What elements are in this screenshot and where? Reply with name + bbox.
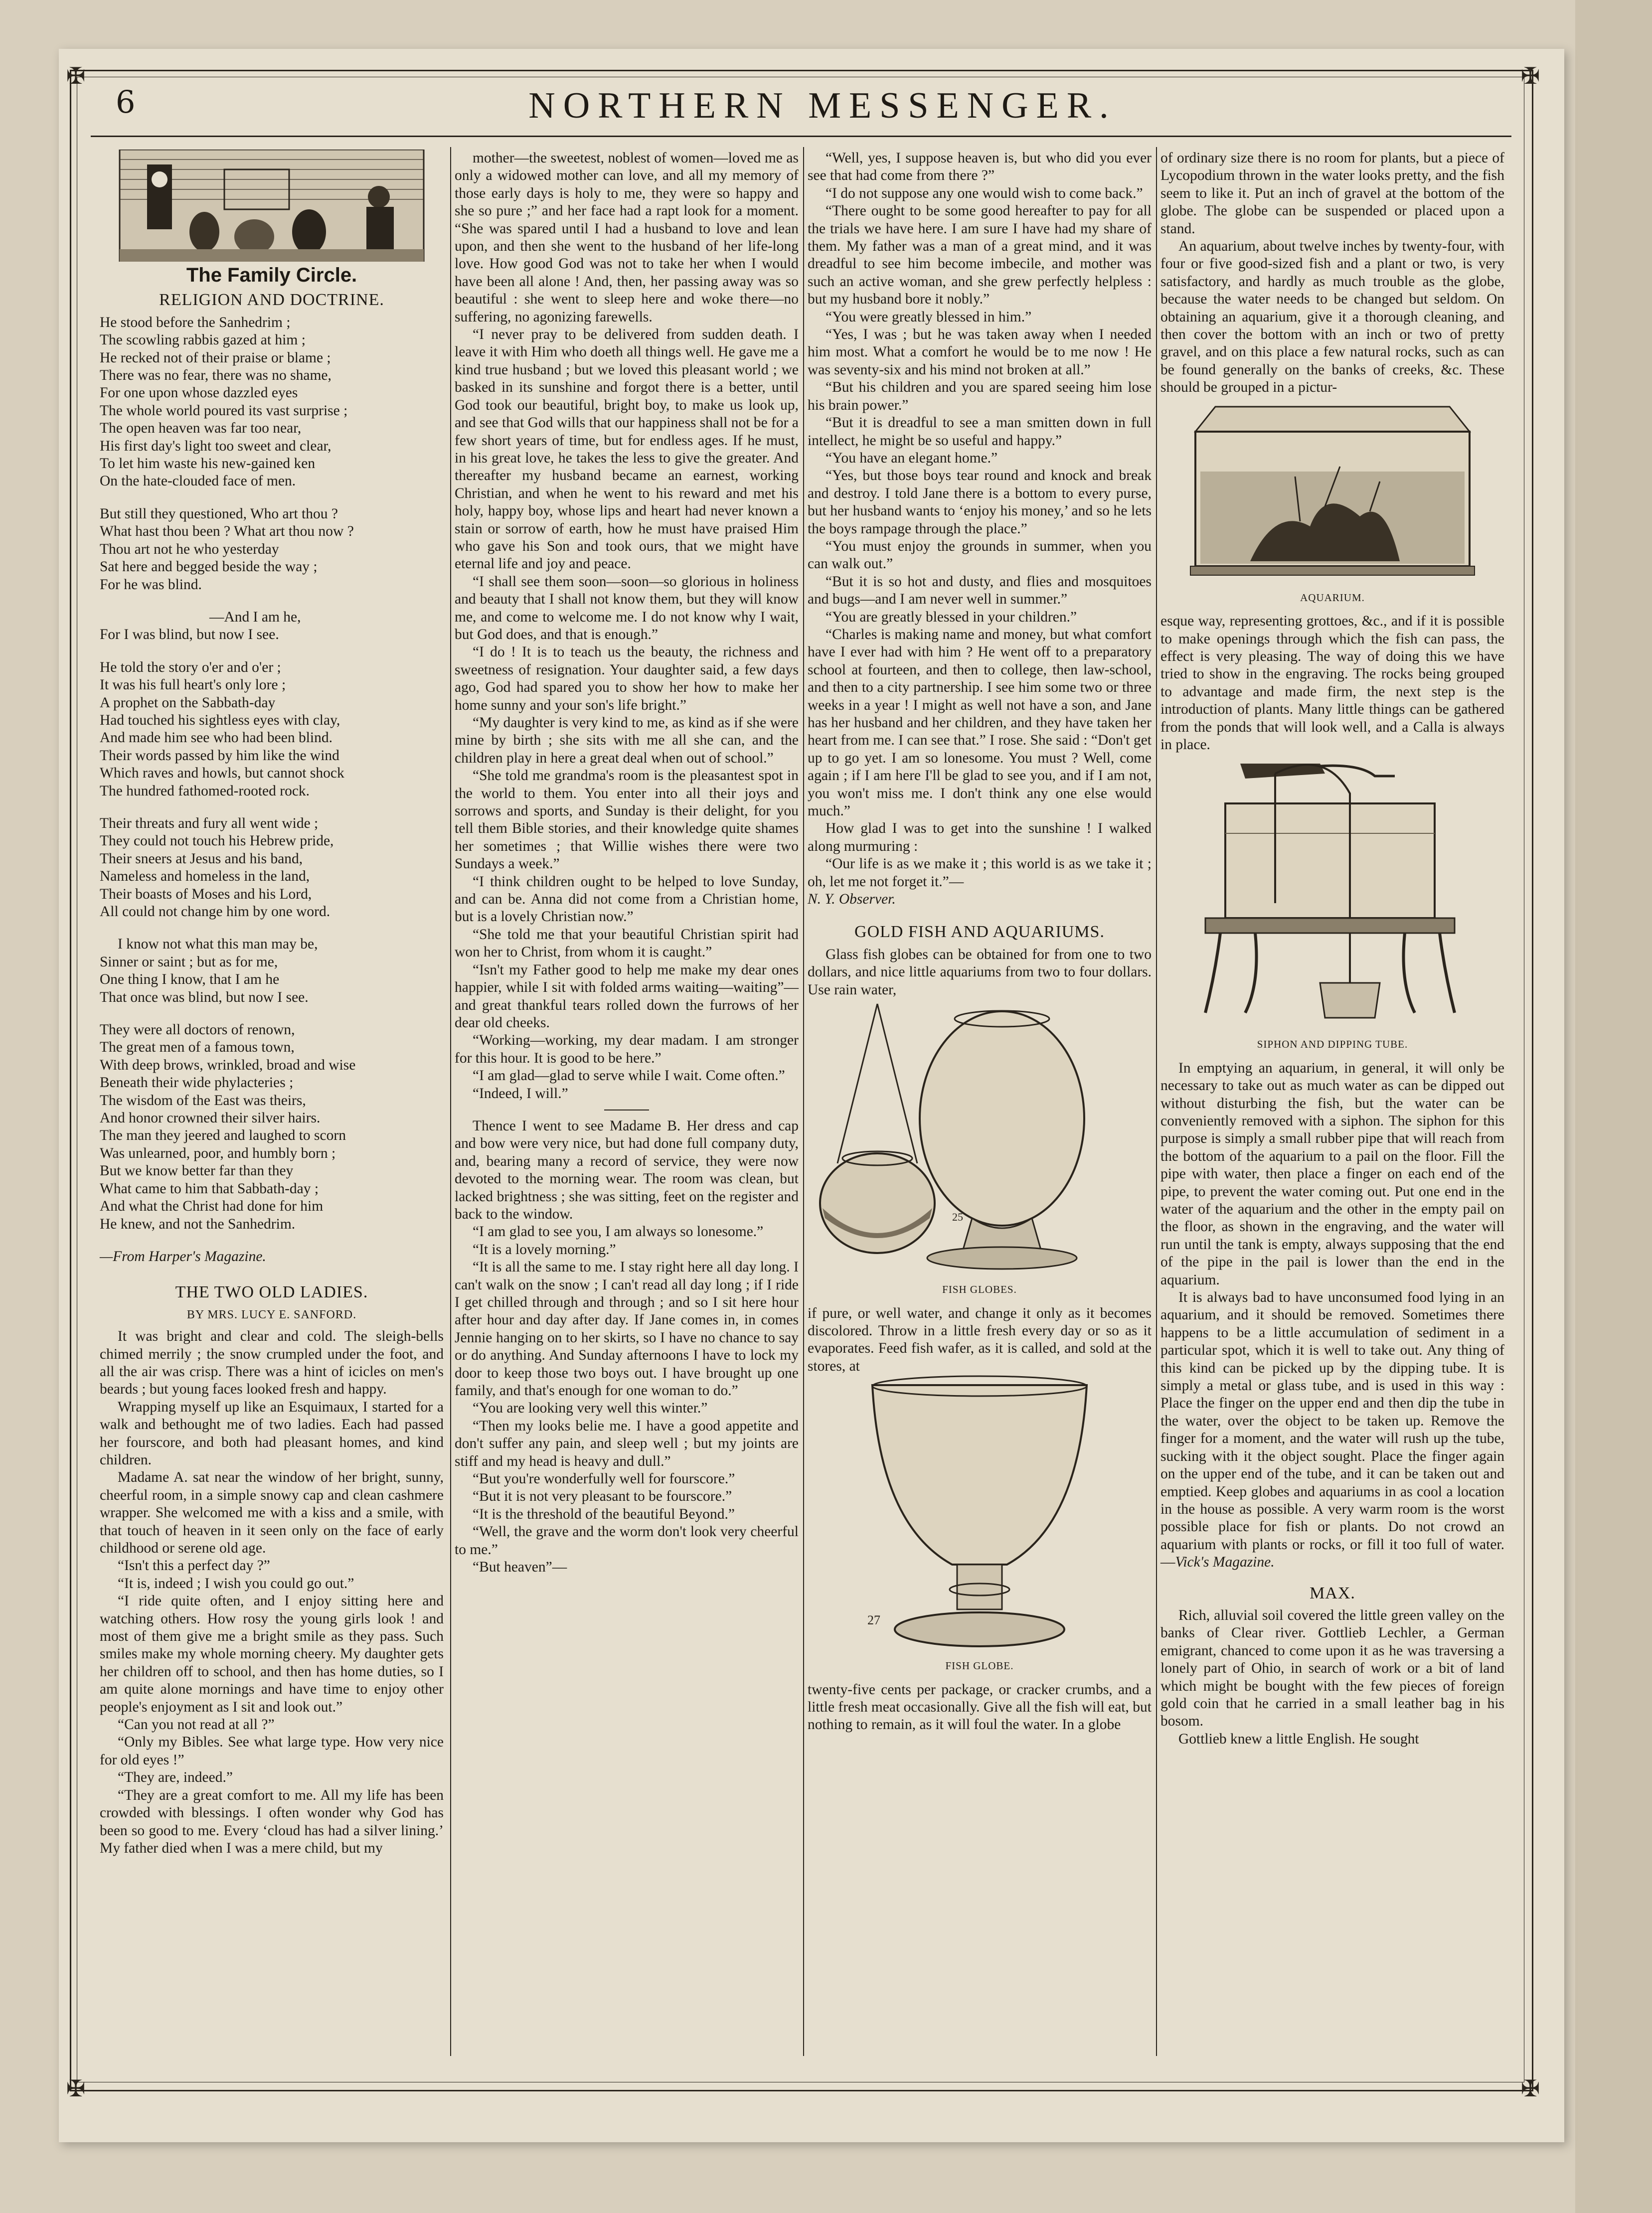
column-1	[100, 150, 444, 1857]
paragraph: “Our life is as we make it ; this world is as we take it ; oh, let me not forget it.”—	[808, 856, 1152, 890]
vicks-source: Vick's Magazine.	[1175, 1554, 1275, 1571]
poem-line: For one upon whose dazzled eyes	[100, 385, 298, 401]
poem-stanza	[100, 314, 444, 490]
fish-globes-engraving	[808, 999, 1152, 1278]
poem-line: Their words passed by him like the wind	[100, 747, 339, 764]
paragraph: “Isn't this a perfect day ?”	[118, 1558, 270, 1574]
poem-stanza	[100, 936, 444, 1006]
poem-line: His first day's light too sweet and clear,	[100, 438, 331, 454]
paragraph: Rich, alluvial soil covered the little green valley on the banks of Clear river. Gottlieb Lechler, a German emigrant, chanced to come upon it as he was traversing a lonely part of Ohio, in search of work or a bit of land which might be bought with the few pieces of foreign gold coin that he carried in a small leather bag in his bosom.	[1160, 1607, 1504, 1730]
siphon-engraving	[1160, 754, 1504, 1033]
poem-line: For he was blind.	[100, 576, 202, 593]
poem-line: He told the story o'er and o'er ;	[100, 659, 281, 675]
aquariums-text-8	[1160, 1289, 1504, 1572]
paragraph: “It is a lovely morning.”	[473, 1241, 616, 1258]
column-3	[808, 150, 1152, 1734]
paragraph: “But it is not very pleasant to be fourscore.”	[473, 1488, 732, 1505]
poem-line: Their threats and fury all went wide ;	[100, 815, 319, 831]
poem-line: The open heaven was far too near,	[100, 420, 302, 437]
poem-line: Their boasts of Moses and his Lord,	[100, 886, 312, 902]
poem-line: That once was blind, but now I see.	[100, 989, 309, 1005]
paragraph: “I never pray to be delivered from sudden death. I leave it with Him who doeth all things well. He gave me a kind true husband ; but we loved this pleasant world ; we basked in its sunshine and forgot there is a better, until God took our beautiful, bright boy, to make us look up, and see that God wills that our happiness shall not be for a few short years of time, but for endless ages. If he must, in his great love, he takes the less to give the greater. And thereafter my husband became an earnest, working Christian, and when he went to his reward and met his holy, happy boy, whose lips and heart had never known a stain or sorrow of earth, how he must have praised Him who gave his Son and took ours, that we might have eternal life and joy and peace.	[455, 326, 799, 572]
poem-line: They were all doctors of renown,	[100, 1022, 295, 1038]
paragraph: “Can you not read at all ?”	[118, 1717, 275, 1733]
two-old-ladies-title: THE TWO OLD LADIES.	[175, 1283, 368, 1302]
paragraph: mother—the sweetest, noblest of women—loved me as only a widowed mother can love, and all my memory of those early days is holy to me, they were so happy and she so pure ;” and her face had a rapt look for a moment. “She was spared until I had a husband to love and lean upon, and then she went to the husband of her life-long love. How good God was not to take her when I would have been all alone ! And, then, her passing away was so beautiful : she went to sleep here and woke there—no suffering, no agonizing farewells.	[455, 150, 799, 325]
aquariums-text-2: if pure, or well water, and change it only as it becomes discolored. Throw in a little fresh every day or so as it evaporates. Feed fish wafer, as it is called, and sold at the stores, at	[808, 1305, 1152, 1374]
paragraph: “You have an elegant home.”	[826, 450, 998, 466]
paragraph: “I am glad to see you, I am always so lonesome.”	[473, 1224, 764, 1240]
paragraph: “Only my Bibles. See what large type. How very nice for old eyes !”	[100, 1734, 444, 1768]
section-separator	[604, 1109, 649, 1110]
poem-line: Nameless and homeless in the land,	[100, 868, 310, 885]
paragraph: “But heaven”—	[473, 1559, 567, 1576]
paragraph: Madame A. sat near the window of her bright, sunny, cheerful room, in a simple snowy cap and clean cashmere wrapper. She welcomed me with a kiss and a smile, with that touch of heaven in it seen only on the face of early childhood or serene old age.	[100, 1469, 444, 1556]
fish-globe-engraving	[808, 1375, 1152, 1654]
aquariums-text-4: of ordinary size there is no room for plants, but a piece of Lycopodium thrown in the water looks pretty, and the fish seem to like it. Put an inch of gravel at the bottom of the globe. The globe can be suspended or placed upon a stand.	[1160, 150, 1504, 237]
paragraph: “Isn't my Father good to help me make my dear ones happier, while I sit with folded arms waiting—waiting”—and great thankful tears rolled down the furrows of her dear old cheeks.	[455, 961, 799, 1031]
paragraph: “Then my looks belie me. I have a good appetite and don't suffer any pain, and sleep well ; but my joints are stiff and my head is heavy and dull.”	[455, 1418, 799, 1469]
paragraph: “You are looking very well this winter.”	[473, 1400, 708, 1417]
poem-line: I know not what this man may be,	[118, 936, 318, 952]
column-rule	[1156, 147, 1157, 2056]
aquariums-title: GOLD FISH AND AQUARIUMS.	[854, 923, 1105, 942]
siphon-caption: SIPHON AND DIPPING TUBE.	[1257, 1038, 1408, 1051]
page-number: 6	[116, 84, 136, 120]
poem-line: Their sneers at Jesus and his band,	[100, 850, 303, 867]
paragraph: “It is the threshold of the beautiful Beyond.”	[473, 1506, 735, 1522]
poem-line: Which raves and howls, but cannot shock	[100, 765, 344, 782]
paragraph: Thence I went to see Madame B. Her dress and cap and bow were very nice, but had done full company duty, and, bearing many a record of service, they were now devoted to the morning wear. The room was clean, but lacked brightness ; she was sitting, feet on the register and back to the window.	[455, 1117, 799, 1222]
poem-stanza	[100, 659, 444, 800]
poem-line: But we know better far than they	[100, 1163, 294, 1179]
paragraph: “Indeed, I will.”	[473, 1085, 568, 1102]
religion-source: —From Harper's Magazine.	[100, 1248, 266, 1265]
max-title: MAX.	[1310, 1583, 1355, 1602]
aquarium-caption: AQUARIUM.	[1300, 591, 1365, 604]
paragraph: “Well, yes, I suppose heaven is, but who did you ever see that had come from there ?”	[808, 150, 1152, 184]
poem-line: And made him see who had been blind.	[100, 730, 332, 746]
poem-line: What came to him that Sabbath-day ;	[100, 1180, 319, 1197]
poem-line: To let him waste his new-gained ken	[100, 456, 316, 472]
poem-line: The scowling rabbis gazed at him ;	[100, 332, 306, 348]
aquariums-text-8-body: It is always bad to have unconsumed food lying in an aquarium, and it should be removed. Sometimes there happens to be a little accumulation of sediment in a particular spot, which it is well to take out. Any thing of this kind can be picked up by the dipping tube. It is simply a metal or glass tube, and is used in this way : Place the finger on the upper end and then dip the tube in the water, over the object to be taken up. Remove the finger for a moment, and the water will rush up the tube, sucking with it the object sought. Place the finger again on the upper end of the tube, and it can be taken out and emptied. Keep globes and aquariums in as cool a location in the house as possible. A very warm room is the worst possible place for fish or plants. Do not crowd an aquarium with plants or rocks, or fill it too full of water.—	[1160, 1289, 1504, 1571]
aquariums-intro: Glass fish globes can be obtained for from one to two dollars, and nice little aquariums from two to four dollars. Use rain water,	[808, 946, 1152, 998]
aquariums-text-3: twenty-five cents per package, or cracker crumbs, and a little fresh meat occasionally. Give all the fish will eat, but nothing to remain, as it will foul the water. In a globe	[808, 1681, 1152, 1733]
poem-line: Was unlearned, poor, and humbly born ;	[100, 1145, 336, 1161]
corner-ornament-icon: ✠	[66, 62, 86, 89]
paragraph: “Well, the grave and the worm don't look very cheerful to me.”	[455, 1524, 799, 1558]
fish-globes-caption: FISH GLOBES.	[942, 1283, 1017, 1296]
poem-line: The great men of a famous town,	[100, 1039, 295, 1056]
poem-line: What hast thou been ? What art thou now ?	[100, 523, 354, 540]
paragraph: “It is all the same to me. I stay right here all day long. I can't walk on the snow ; I can't read all day long ; if I ride I get chilled through and through ; and so I sit here hour after hour and day after day. If Jane comes in, in comes Jennie hanging on to her skirts, so I have no chance to say or do anything. And Sunday afternoons I have to lock my door to keep those two boys out. I have brought up one family, and that's enough for one woman to do.”	[455, 1259, 799, 1399]
paragraph: “There ought to be some good hereafter to pay for all the trials we have here. I am sure I have had my share of them. My father was a man of a great mind, and it was dreadful to see him become imbecile, and mother was such an active woman, and she grew perfectly helpless : but my husband bore it nobly.”	[808, 203, 1152, 308]
poem-line: The wisdom of the East was theirs,	[100, 1092, 306, 1108]
column-rule	[450, 147, 451, 2056]
corner-ornament-icon: ✠	[66, 2075, 86, 2102]
poem-stanza	[100, 505, 444, 594]
paragraph: “You must enjoy the grounds in summer, when you can walk out.”	[808, 538, 1152, 572]
paragraph: Gottlieb knew a little English. He sought	[1178, 1731, 1419, 1747]
poem-line: And honor crowned their silver hairs.	[100, 1110, 321, 1126]
poem-stanza	[100, 815, 444, 921]
aquariums-text-5: An aquarium, about twelve inches by twenty-four, with four or five good-sized fish and a plant or two, is very satisfactory, and hardly as much trouble as the globe, because the water needs to be changed but seldom. On obtaining an aquarium, give it a thorough cleaning, and then cover the bottom with an inch or two of pretty gravel, and on this place a few natural rocks, such as can be found generally on the banks of creeks, &c. These should be grouped in a pictur-	[1160, 238, 1504, 396]
observer-source: N. Y. Observer.	[808, 891, 896, 908]
aquariums-text-7: In emptying an aquarium, in general, it will only be necessary to take out as much water as can be dipped out without disturbing the fish, but the water can be conveniently removed with a siphon. The siphon for this purpose is simply a small rubber pipe that will reach from the bottom of the aquarium to a pail on the floor. Fill the pipe with water, then place a finger on each end of the pipe, to prevent the water coming out. Put one end in the water of the aquarium and the other in the empty pail on the floor, as shown in the engraving, and the water will run until the tank is empty, always supposing that the end of the pipe in the pail is lower than the end in the aquarium.	[1160, 1060, 1504, 1288]
paragraph: “I ride quite often, and I enjoy sitting here and watching others. How rosy the young girls look ! and most of them give me a bright smile as they pass. Such smiles make my whole morning cheery. My daughter gets her children off to school, and then has home duties, so I am quite alone mornings and have time to enjoy other people's enjoyment as I sit and look out.”	[100, 1593, 444, 1715]
poem-line: One thing I know, that I am he	[100, 971, 280, 988]
poem-line: And what the Christ had done for him	[100, 1198, 324, 1215]
poem-line: It was his full heart's only lore ;	[100, 677, 286, 693]
column-rule	[803, 147, 804, 2056]
poem-line: With deep brows, wrinkled, broad and wise	[100, 1057, 356, 1073]
paragraph: “She told me grandma's room is the pleasantest spot in the world to them. You enter into all their joys and sorrows and sports, and Sunday is their delight, for you tell them Bible stories, and their knowledge quite shames her sometimes ; that Willie wishes there were two Sundays a week.”	[455, 768, 799, 872]
paragraph: “It is, indeed ; I wish you could go out.”	[118, 1575, 354, 1591]
masthead: NORTHERN MESSENGER.	[528, 85, 1117, 126]
poem-line: The man they jeered and laughed to scorn	[100, 1127, 346, 1144]
poem-line: A prophet on the Sabbath-day	[100, 694, 276, 711]
paragraph: “But it is so hot and dusty, and flies and mosquitoes and bugs—and I am never well in summer.”	[808, 573, 1152, 608]
paragraph: “You are greatly blessed in your children.”	[826, 609, 1077, 625]
poem-line: Sat here and begged beside the way ;	[100, 559, 318, 575]
globe-number-a: 25	[952, 1211, 963, 1224]
corner-ornament-icon: ✠	[1520, 62, 1540, 89]
aquariums-text-6: esque way, representing grottoes, &c., and if it is possible to make openings through which the fish can pass, the effect is very pleasing. The way of doing this we have tried to show in the engraving. The rocks being grouped to advantage and made firm, the next step is the introduction of plants. Many little things can be gathered from the ponds that will look well, and a Calla is always in place.	[1160, 613, 1504, 753]
poem-line: He recked not of their praise or blame ;	[100, 349, 331, 366]
poem-line: Sinner or saint ; but as for me,	[100, 953, 278, 970]
poem-line: Thou art not he who yesterday	[100, 541, 279, 557]
column-4	[1160, 150, 1504, 1748]
family-circle-engraving	[100, 150, 444, 262]
max-text	[1160, 1607, 1504, 1748]
paragraph: “They are a great comfort to me. All my life has been crowded with blessings. I often wonder why God has been so good to me. Every ‘cloud has had a silver lining.’ My father died when I was a mere child, but my	[100, 1787, 444, 1856]
globe-number-b: 27	[867, 1613, 880, 1628]
paragraph: “Yes, but those boys tear round and knock and break and destroy. I told Jane there is a bottom to every purse, but her husband wants to ‘enjoy his money,’ and so he lets the boys rampage through the place.”	[808, 468, 1152, 537]
paragraph: “But it is dreadful to see a man smitten down in full intellect, he might be so useful and happy.”	[808, 415, 1152, 449]
poem-line: For I was blind, but now I see.	[100, 627, 279, 643]
paragraph: “Working—working, my dear madam. I am stronger for this hour. It is good to be here.”	[455, 1032, 799, 1066]
paragraph: “Yes, I was ; but he was taken away when I needed him most. What a comfort he would be to me now ! He was seventy-six and his mind not broken at all.”	[808, 326, 1152, 378]
paragraph: Wrapping myself up like an Esquimaux, I started for a walk and bethought me of two ladies. Each had passed her fourscore, and both had pleasant homes, and kind children.	[100, 1399, 444, 1468]
adjacent-page-edge	[1575, 0, 1652, 2213]
poem-line: —And I am he,	[209, 609, 301, 625]
paragraph: “I shall see them soon—soon—so glorious in holiness and beauty that I shall not know them, but they will know me, and come to welcome me. I do not know why I wait, but God does, and that is enough.”	[455, 573, 799, 642]
paragraph: It was bright and clear and cold. The sleigh-bells chimed merrily ; the snow crumpled under the foot, and all the air was crisp. There was a hint of icicles on men's beards ; but young faces looked fresh and happy.	[100, 1328, 444, 1398]
poem-line: There was no fear, there was no shame,	[100, 367, 331, 384]
aquarium-engraving	[1160, 397, 1504, 586]
family-circle-title: The Family Circle.	[186, 264, 357, 286]
poem-line: He knew, and not the Sanhedrim.	[100, 1216, 296, 1232]
poem-line: But still they questioned, Who art thou ?	[100, 505, 338, 522]
religion-title: RELIGION AND DOCTRINE.	[159, 291, 384, 310]
paragraph: “But you're wonderfully well for fourscore.”	[473, 1471, 735, 1487]
religion-poem	[100, 314, 444, 1233]
masthead-rule	[91, 136, 1511, 137]
poem-line: The whole world poured its vast surprise ;	[100, 402, 348, 419]
poem-line: On the hate-clouded face of men.	[100, 473, 296, 489]
paragraph: “You were greatly blessed in him.”	[826, 309, 1032, 325]
column-2	[455, 150, 799, 1577]
poem-line: Had touched his sightless eyes with clay,	[100, 712, 340, 728]
poem-line: Beneath their wide phylacteries ;	[100, 1075, 294, 1091]
poem-line: He stood before the Sanhedrim ;	[100, 314, 291, 330]
poem-line: They could not touch his Hebrew pride,	[100, 833, 334, 849]
two-old-ladies-byline: BY MRS. LUCY E. SANFORD.	[186, 1308, 357, 1321]
poem-stanza	[100, 609, 444, 644]
paragraph: “My daughter is very kind to me, as kind as if she were mine by birth ; she sits with me all she can, and the children play in here a great deal when out of school.”	[455, 715, 799, 766]
paragraph: “Charles is making name and money, but what comfort have I ever had with him ? He went off to a preparatory school at fourteen, and then to college, then law-school, and then to a city partnership. I see him some two or three weeks in a year ! I might as well not have a son, and Jane has her husband and her children, and they have taken her heart from me. I can see that.” I rose. She said : “Don't get up to go yet. I am so lonesome. You must ? Well, come again ; if I am here I'll be glad to see you, and if I am not, you won't miss me. I don't think any one else would much.”	[808, 626, 1152, 819]
poem-line: All could not change him by one word.	[100, 904, 330, 920]
paragraph: “I do not suppose any one would wish to come back.”	[826, 185, 1143, 201]
two-old-ladies-text-3	[455, 1117, 799, 1577]
paragraph: “I think children ought to be helped to love Sunday, and can be. Anna did not come from a Christian home, but is a lovely Christian now.”	[455, 873, 799, 925]
poem-stanza	[100, 1021, 444, 1233]
paragraph: “She told me that your beautiful Christian spirit had won her to Christ, from whom it is caught.”	[455, 926, 799, 960]
paragraph: “I do ! It is to teach us the beauty, the richness and sweetness of resignation. Your daughter said, a few days ago, God had spared you to show her how to make her home sunny and your son's life bright.”	[455, 644, 799, 713]
paragraph: “But his children and you are spared seeing him lose his brain power.”	[808, 379, 1152, 413]
two-old-ladies-text-4	[808, 150, 1152, 891]
corner-ornament-icon: ✠	[1520, 2075, 1540, 2102]
paragraph: “I am glad—glad to serve while I wait. Come often.”	[473, 1068, 785, 1084]
two-old-ladies-text-1	[100, 1328, 444, 1857]
two-old-ladies-text-2	[455, 150, 799, 1103]
paragraph: “They are, indeed.”	[118, 1769, 233, 1786]
fish-globe-caption: FISH GLOBE.	[945, 1660, 1014, 1672]
paragraph: How glad I was to get into the sunshine ! I walked along murmuring :	[808, 820, 1152, 854]
poem-line: The hundred fathomed-rooted rock.	[100, 783, 310, 799]
